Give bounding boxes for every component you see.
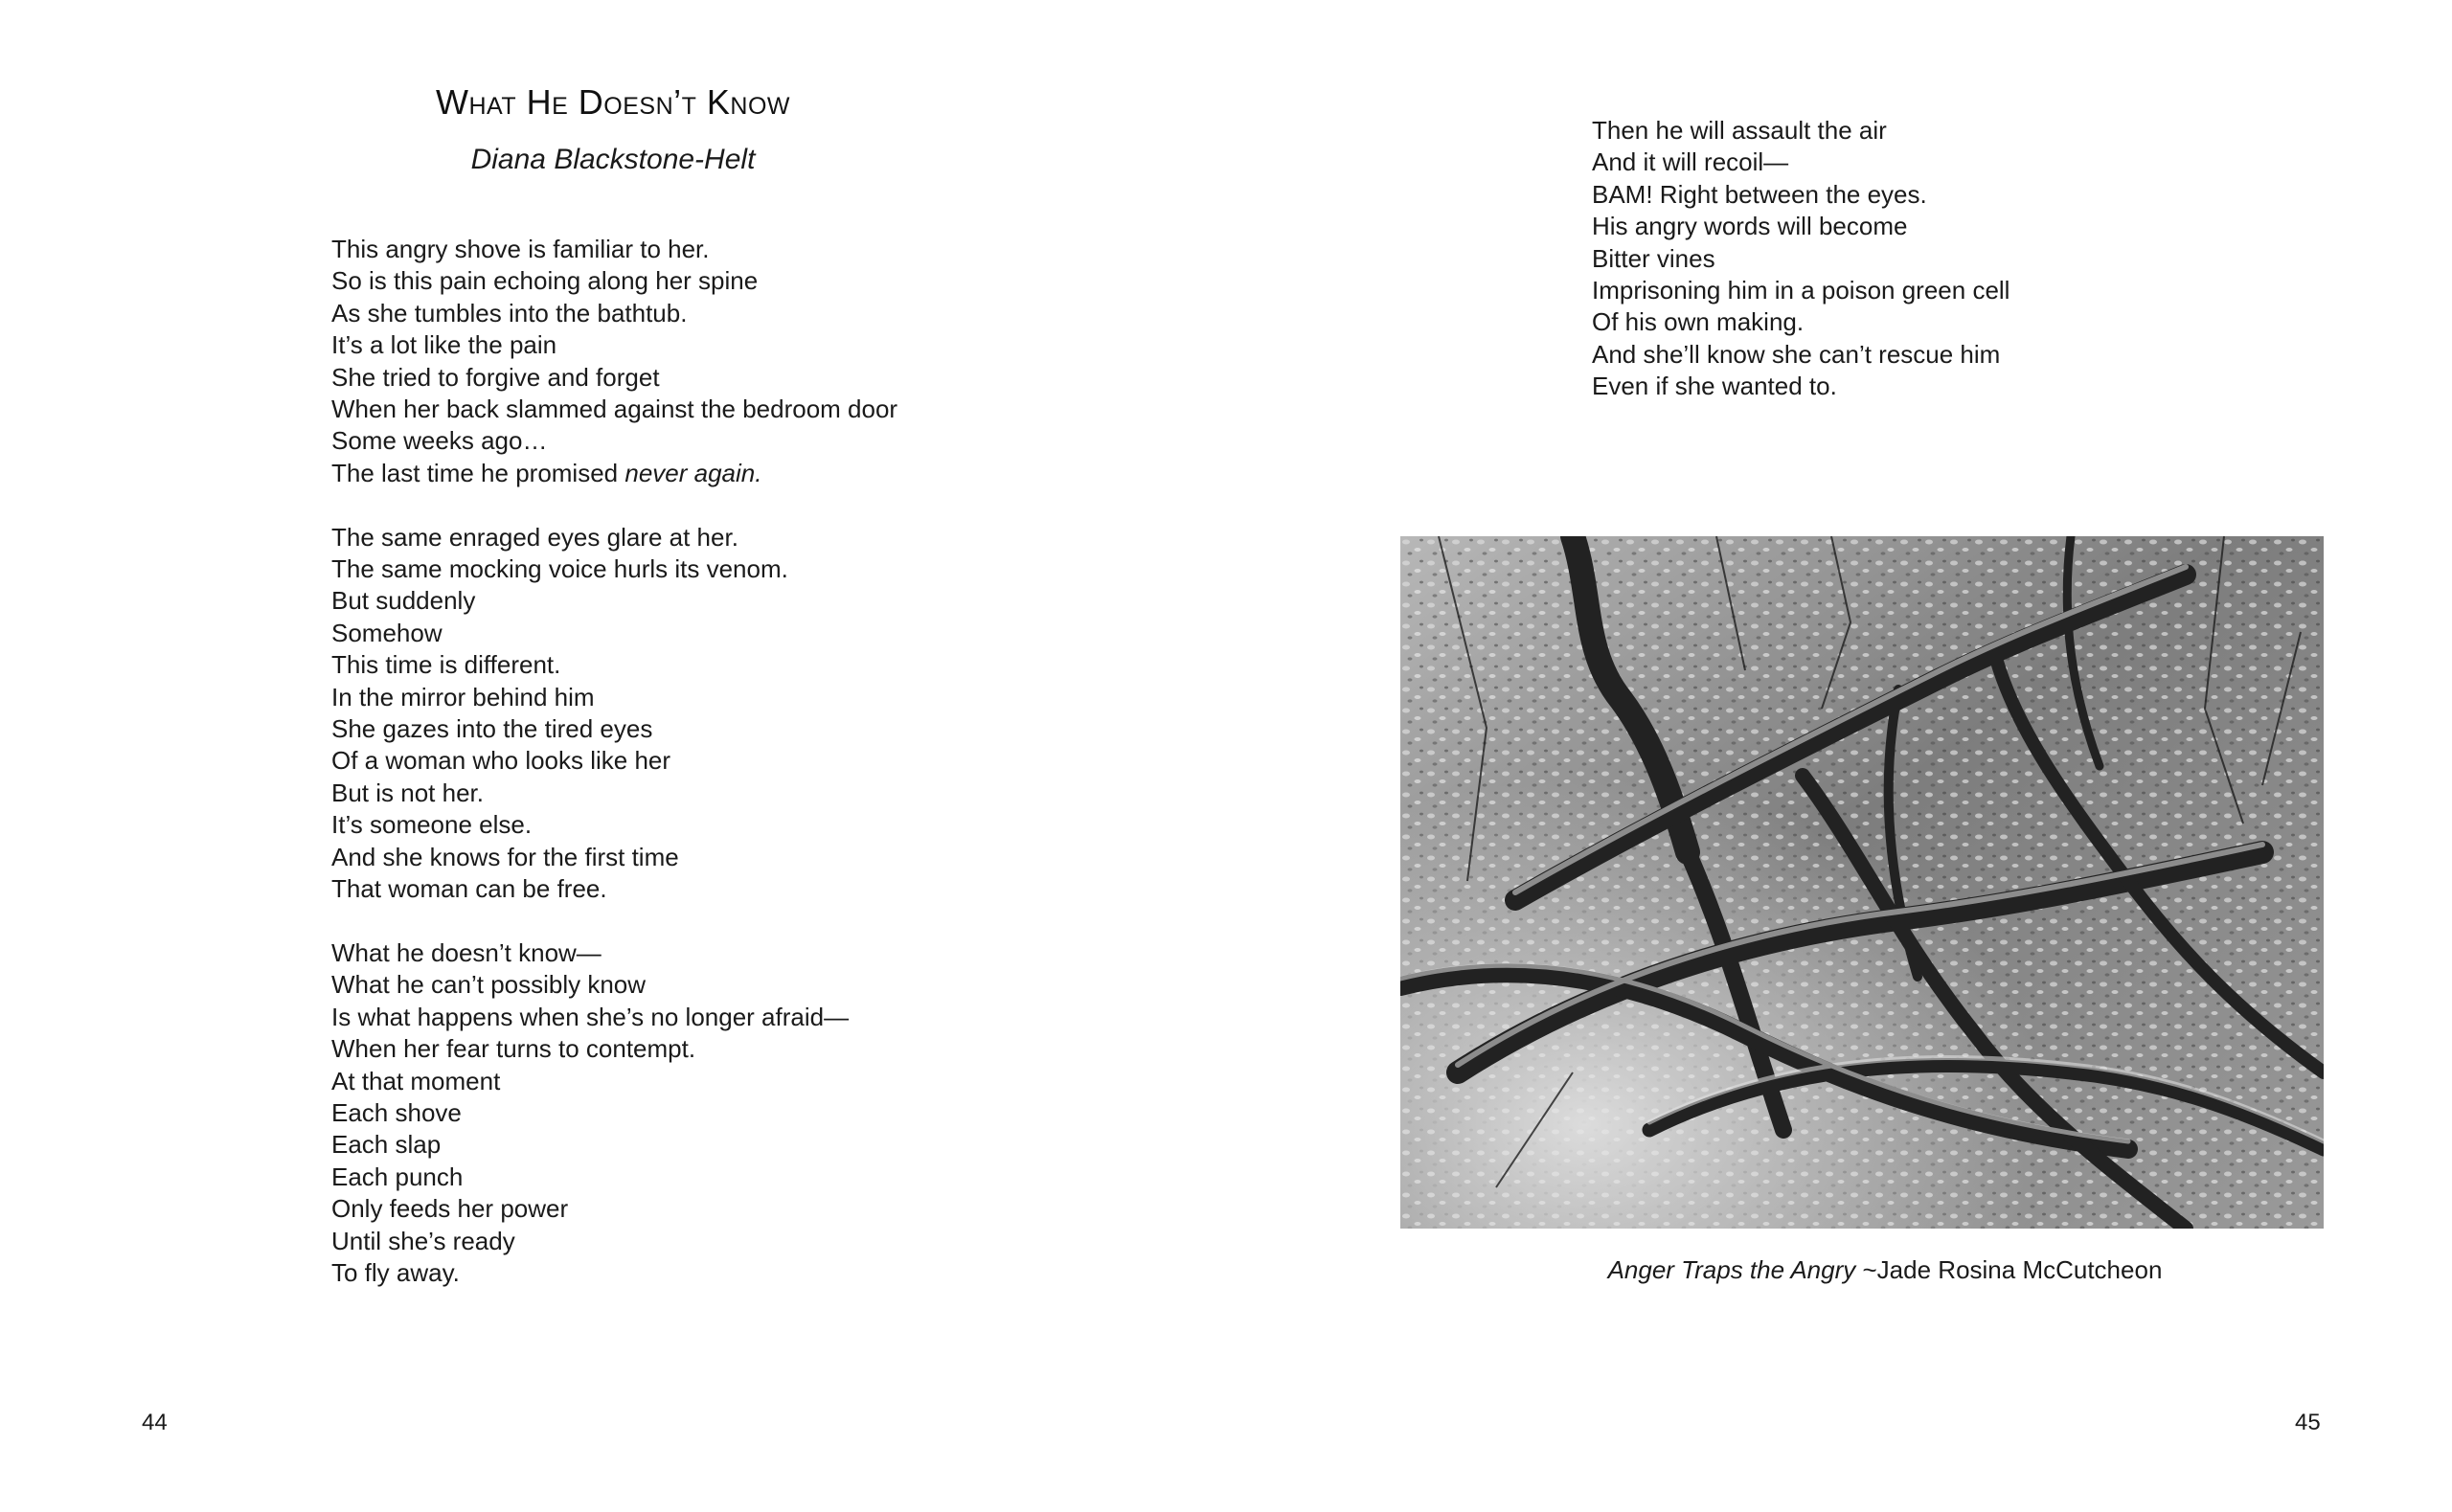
- poem-line: When her back slammed against the bedroom door: [331, 395, 898, 424]
- poem-author: Diana Blackstone-Helt: [470, 144, 756, 175]
- poem-line: But is not her.: [331, 778, 484, 807]
- poem-line: At that moment: [331, 1066, 501, 1095]
- poem-line: BAM! Right between the eyes.: [1592, 179, 1927, 209]
- poem-line: Is what happens when she’s no longer afraid—: [331, 1002, 850, 1031]
- poem-line: Each shove: [331, 1097, 462, 1127]
- poem-line: Only feeds her power: [331, 1194, 569, 1224]
- stanza-2: [331, 522, 1098, 906]
- poem-line: It’s someone else.: [331, 810, 533, 840]
- stanza-3: [331, 937, 1098, 1289]
- poem-line: This angry shove is familiar to her.: [331, 235, 710, 263]
- poem-line: What he doesn’t know—: [331, 937, 602, 967]
- forest-photograph: [1400, 536, 2324, 1229]
- poem-line: Bitter vines: [1592, 243, 1715, 273]
- poem-line: Imprisoning him in a poison green cell: [1592, 276, 2010, 305]
- photo-caption: [1226, 1255, 2452, 1285]
- poem-line: His angry words will become: [1592, 212, 1908, 241]
- poem-line: When her fear turns to contempt.: [331, 1034, 696, 1064]
- poem-line: To fly away.: [331, 1257, 460, 1287]
- page-number-right: 45: [2295, 1410, 2321, 1435]
- poem-line: Some weeks ago…: [331, 426, 548, 456]
- poem-line: That woman can be free.: [331, 874, 607, 904]
- poem-line: Somehow: [331, 618, 443, 647]
- poem-line: It’s a lot like the pain: [331, 330, 557, 360]
- poem-line: As she tumbles into the bathtub.: [331, 298, 688, 327]
- right-page: [1226, 0, 2452, 1512]
- poem-line: The same mocking voice hurls its venom.: [331, 554, 788, 584]
- poem-line: This time is different.: [331, 650, 561, 680]
- poem-line-text: The last time he promised: [331, 458, 619, 487]
- poem-line: What he can’t possibly know: [331, 970, 647, 1000]
- poem-line: Until she’s ready: [331, 1226, 515, 1255]
- poem-emphasis: never again.: [624, 458, 762, 487]
- poem-continuation: [1592, 115, 2262, 403]
- page-number-left: 44: [142, 1410, 168, 1435]
- poem-title: What He Doesn’t Know: [435, 82, 791, 122]
- caption-title: Anger Traps the Angry: [1607, 1255, 1856, 1284]
- poem-line: Then he will assault the air: [1592, 116, 1887, 145]
- poem-line: And she knows for the first time: [331, 842, 679, 871]
- poem-line: But suddenly: [331, 586, 476, 616]
- poem-line: The same enraged eyes glare at her.: [331, 522, 738, 552]
- poem-line: Of a woman who looks like her: [331, 746, 671, 776]
- stanza-1: [331, 234, 1098, 489]
- poem-line: She tried to forgive and forget: [331, 362, 660, 392]
- caption-credit: ~Jade Rosina McCutcheon: [1862, 1255, 2163, 1284]
- poem-line: She gazes into the tired eyes: [331, 714, 653, 744]
- poem-line: Of his own making.: [1592, 307, 1805, 337]
- poem-line: And it will recoil—: [1592, 147, 1789, 177]
- mossy-branches-illustration: [1400, 536, 2324, 1229]
- poem-line: And she’ll know she can’t rescue him: [1592, 339, 2001, 369]
- poem-line-with-emphasis: [331, 458, 1098, 489]
- poem-body: [331, 234, 1098, 1321]
- poem-line: Each punch: [331, 1162, 464, 1191]
- poem-line: Each slap: [331, 1130, 442, 1160]
- poem-line: In the mirror behind him: [331, 682, 595, 711]
- poem-line: Even if she wanted to.: [1592, 372, 1837, 401]
- poem-line: So is this pain echoing along her spine: [331, 266, 759, 296]
